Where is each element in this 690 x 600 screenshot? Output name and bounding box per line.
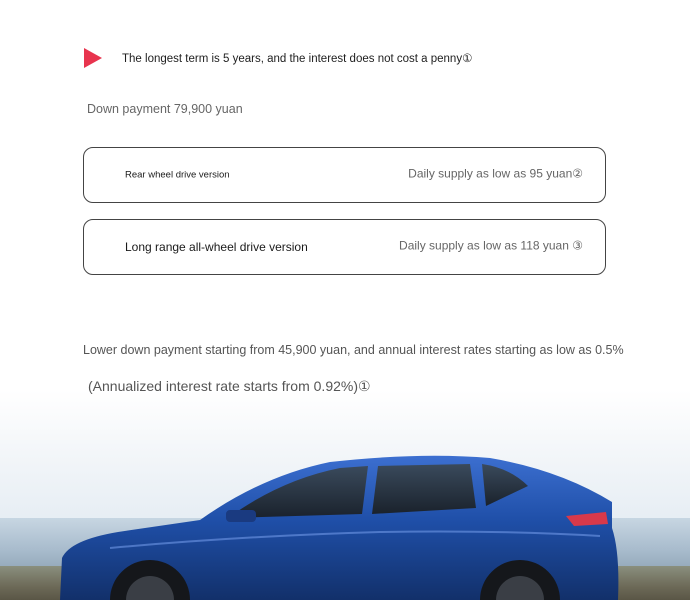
headline-text: The longest term is 5 years, and the interest does not cost a penny① xyxy=(122,53,473,65)
option-rear-wheel-drive[interactable] xyxy=(83,147,606,203)
option-long-range-awd[interactable] xyxy=(83,219,606,275)
down-payment-text: Down payment 79,900 yuan xyxy=(87,102,243,116)
option-price: Daily supply as low as 118 yuan ③ xyxy=(399,238,583,253)
lower-down-payment-text: Lower down payment starting from 45,900 yuan, and annual interest rates starting as low as 0.5% xyxy=(83,343,624,357)
option-name: Long range all-wheel drive version xyxy=(125,240,308,254)
play-triangle-icon xyxy=(84,48,102,68)
car-image xyxy=(0,440,690,600)
car-mirror xyxy=(226,510,256,522)
option-price: Daily supply as low as 95 yuan② xyxy=(408,166,583,181)
headline xyxy=(84,48,472,68)
car-window xyxy=(372,464,476,514)
option-name: Rear wheel drive version xyxy=(125,169,230,181)
annualized-rate-text: (Annualized interest rate starts from 0.92%)① xyxy=(88,378,371,394)
